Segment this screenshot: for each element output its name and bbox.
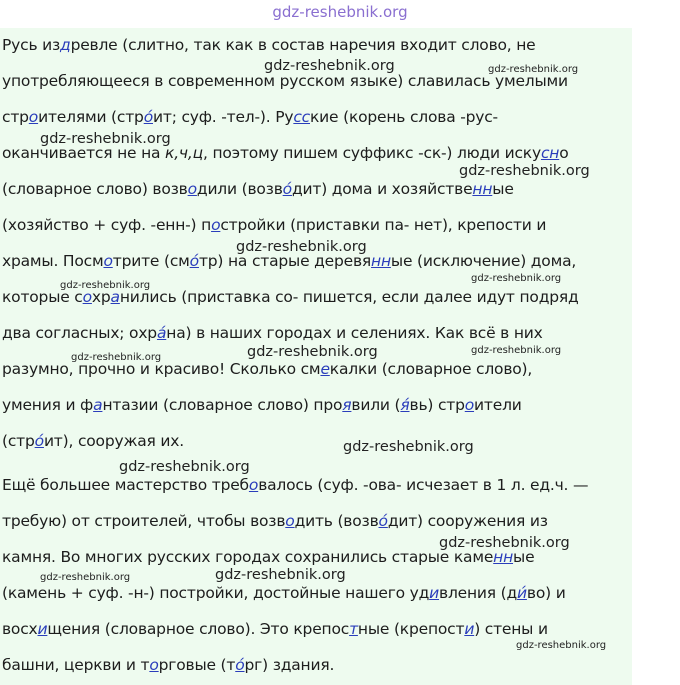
highlighted-letter: т [349, 620, 358, 638]
highlighted-letter: я́ [400, 396, 410, 414]
watermark: gdz-reshebnik.org [459, 163, 590, 179]
site-header-watermark: gdz-reshebnik.org [272, 3, 408, 21]
watermark: gdz-reshebnik.org [264, 58, 395, 74]
watermark: gdz-reshebnik.org [71, 352, 162, 363]
watermark: gdz-reshebnik.org [236, 239, 367, 255]
watermark: gdz-reshebnik.org [471, 345, 562, 356]
watermark: gdz-reshebnik.org [343, 439, 474, 455]
text-line: которые сохранились (приставка со- пишется, если далее идут подряд [2, 288, 579, 306]
highlighted-letter: сс [293, 108, 310, 126]
highlighted-letter: о́ [143, 108, 153, 126]
watermark: gdz-reshebnik.org [488, 64, 579, 75]
text-line: оканчивается не на к,ч,ц, поэтому пишем суффикс -ск-) люди искусно [2, 144, 569, 162]
watermark: gdz-reshebnik.org [516, 640, 607, 651]
highlighted-letter: и [464, 620, 475, 638]
text-line: разумно, прочно и красиво! Сколько смекалки (словарное слово), [2, 360, 533, 378]
highlighted-letter: я [342, 396, 352, 414]
text-line: два согласных; охра́на) в наших городах и селениях. Как всё в них [2, 324, 543, 342]
highlighted-letter: нн [472, 180, 493, 198]
highlighted-letter: о [211, 216, 221, 234]
highlighted-letter: а [93, 396, 103, 414]
text-line: (словарное слово) возводили (возво́дит) дома и хозяйственные [2, 180, 514, 198]
text-line: умения и фантазии (словарное слово) проявили (я́вь) строители [2, 396, 522, 414]
highlighted-letter: о [82, 288, 92, 306]
watermark: gdz-reshebnik.org [247, 344, 378, 360]
highlighted-letter: а [110, 288, 120, 306]
highlighted-letter: о [285, 512, 295, 530]
watermark: gdz-reshebnik.org [60, 280, 151, 291]
highlighted-letter: е [320, 360, 330, 378]
text-line: Ещё большее мастерство требовалось (суф. -ова- исчезает в 1 л. ед.ч. — [2, 476, 589, 494]
text-line: (хозяйство + суф. -енн-) постройки (приставки па- нет), крепости и [2, 216, 547, 234]
watermark: gdz-reshebnik.org [439, 535, 570, 551]
text-line: (стро́ит), сооружая их. [2, 432, 184, 450]
text-line: камня. Во многих русских городах сохранились старые каменные [2, 548, 535, 566]
highlighted-letter: о́ [34, 432, 44, 450]
highlighted-letter: о [187, 180, 197, 198]
highlighted-letter: о [248, 476, 259, 494]
text-line: Русь издревле (слитно, так как в состав наречия входит слово, не [2, 36, 536, 54]
watermark: gdz-reshebnik.org [471, 273, 562, 284]
watermark: gdz-reshebnik.org [40, 131, 171, 147]
highlighted-letter: о́ [378, 512, 388, 530]
text-line: требую) от строителей, чтобы возводить (возво́дит) сооружения из [2, 512, 548, 530]
highlighted-letter: о́ [282, 180, 292, 198]
highlighted-letter: и́ [517, 584, 527, 602]
text-line: употребляющееся в современном русском языке) славилась умелыми [2, 72, 568, 90]
watermark: gdz-reshebnik.org [215, 567, 346, 583]
highlighted-letter: о [149, 656, 159, 674]
highlighted-letter: о́ [189, 252, 199, 270]
highlighted-letter: д [60, 36, 71, 54]
highlighted-letter: нн [493, 548, 514, 566]
highlighted-letter: о [28, 108, 39, 126]
highlighted-letter: сн [540, 144, 560, 162]
text-line: восхищения (словарное слово). Это крепостные (крепости) стены и [2, 620, 548, 638]
text-line: башни, церкви и торговые (то́рг) здания. [2, 656, 335, 674]
italic-text: к,ч,ц [165, 144, 203, 162]
text-line: храмы. Посмотрите (смо́тр) на старые деревянные (исключение) дома, [2, 252, 577, 270]
highlighted-letter: о́ [235, 656, 245, 674]
text-line: (камень + суф. -н-) постройки, достойные нашего удивления (ди́во) и [2, 584, 566, 602]
highlighted-letter: и [37, 620, 48, 638]
watermark: gdz-reshebnik.org [40, 572, 131, 583]
highlighted-letter: о [103, 252, 113, 270]
highlighted-letter: а́ [156, 324, 167, 342]
watermark: gdz-reshebnik.org [119, 459, 250, 475]
text-line: строителями (стро́ит; суф. -тел-). Русские (корень слова -рус- [2, 108, 498, 126]
highlighted-letter: и [429, 584, 440, 602]
highlighted-letter: нн [371, 252, 391, 270]
highlighted-letter: о [464, 396, 475, 414]
